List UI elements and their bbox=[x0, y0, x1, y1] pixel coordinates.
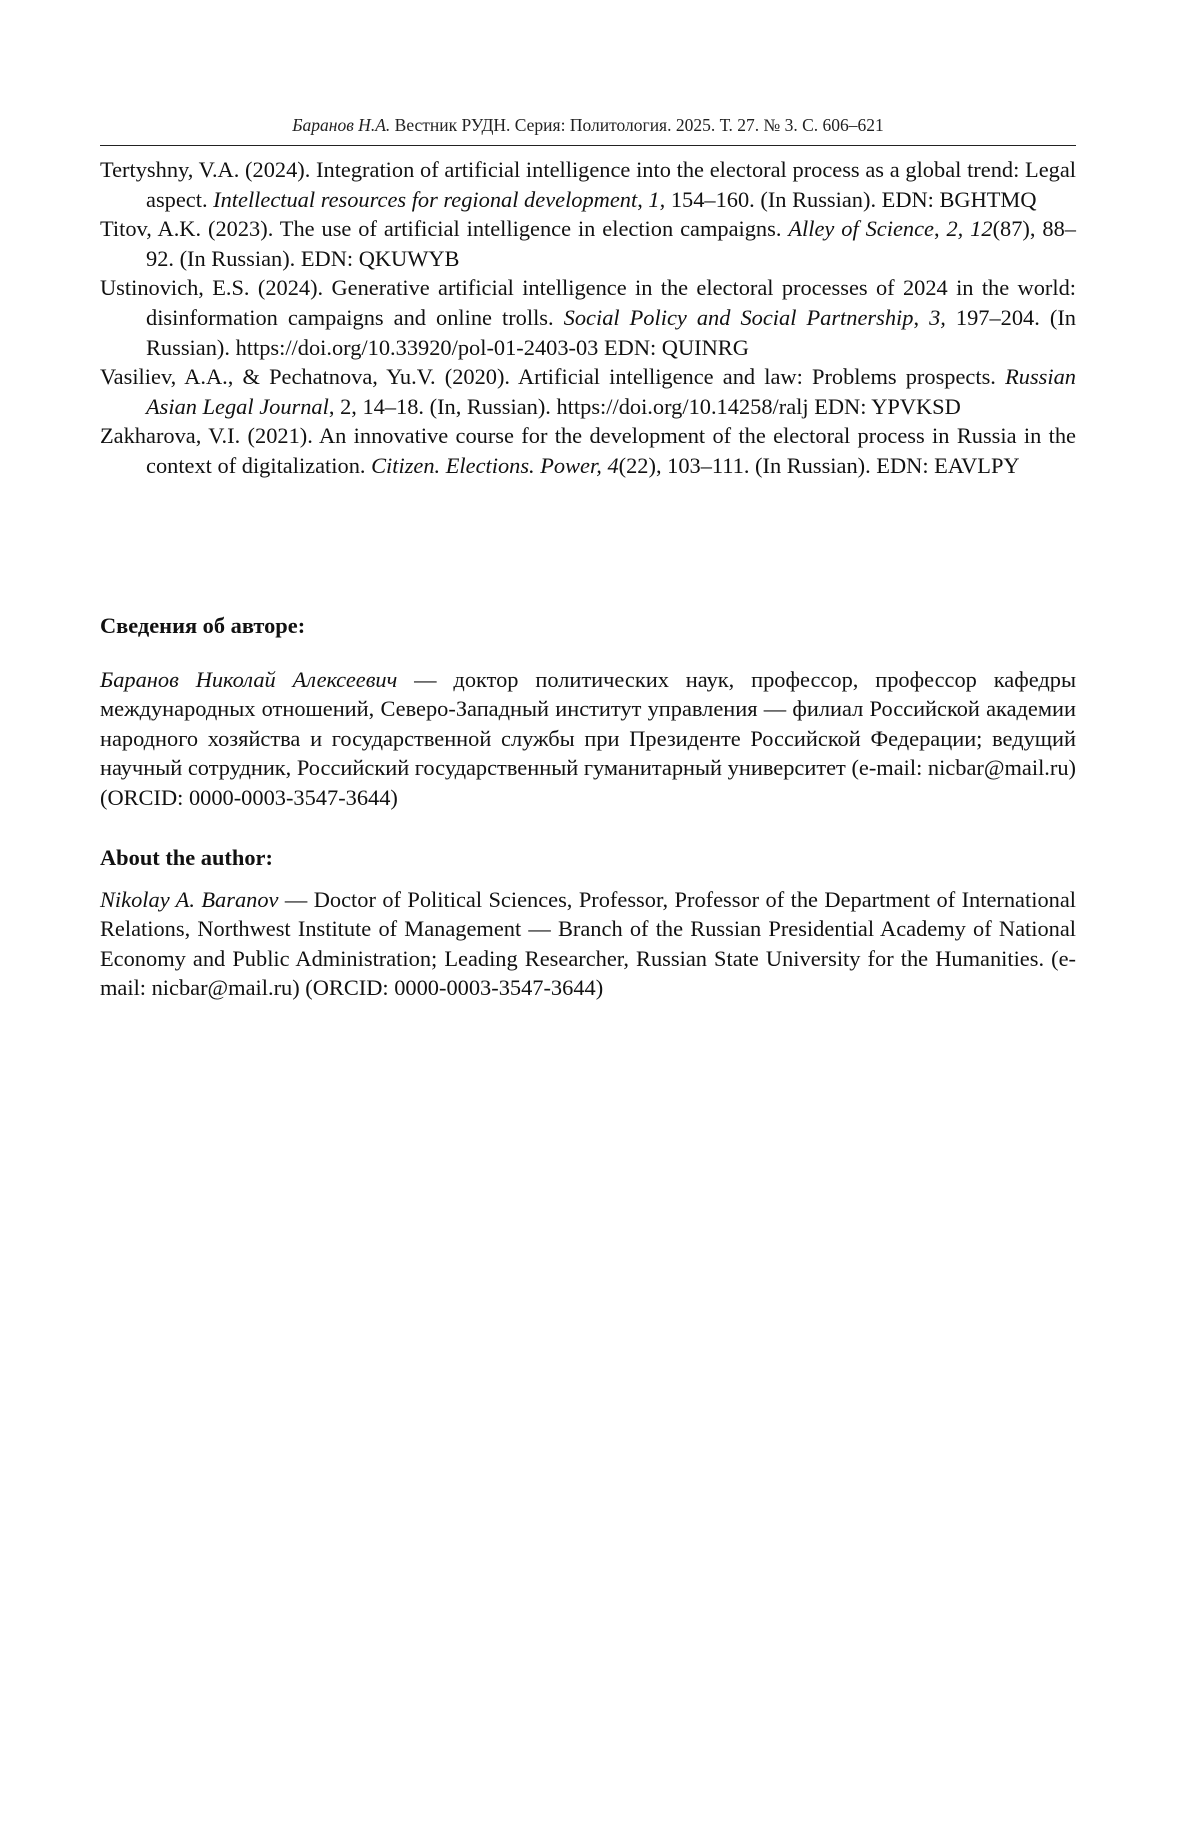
running-header bbox=[100, 114, 1076, 136]
reference-item bbox=[100, 273, 1076, 362]
reference-separator: , bbox=[637, 186, 649, 212]
author-bio-ru-text: — доктор политических наук, профессор, профессор кафедры международных отношений, Северо-Западный институт управления — филиал Российской академии народного хозяйства и государственной службы при Президенте Российской Федерации; ведущий научный сотрудник, Российский государственный гуманитарный университет (e-mail: nicbar@mail.ru) (ORCID: 0000-0003-3547-3644) bbox=[100, 666, 1077, 810]
reference-source: Intellectual resources for regional development bbox=[213, 186, 638, 212]
reference-separator: , bbox=[933, 216, 947, 242]
author-bio-en bbox=[100, 885, 1076, 1003]
reference-list bbox=[100, 155, 1076, 481]
reference-volume: 2, 12 bbox=[946, 216, 993, 242]
author-info-en bbox=[100, 843, 1076, 1003]
author-info-ru-heading: Сведения об авторе: bbox=[100, 613, 306, 638]
reference-source: Social Policy and Social Partnership bbox=[563, 304, 914, 330]
reference-item bbox=[100, 155, 1076, 214]
reference-tail: 197–204. (In Russian). https://doi.org/10.33920/pol-01-2403-03 EDN: QUINRG bbox=[146, 304, 1076, 360]
reference-source: Alley of Science bbox=[788, 216, 934, 242]
author-info-ru bbox=[100, 611, 1076, 813]
author-bio-ru bbox=[100, 665, 1076, 813]
reference-tail: (22), 103–111. (In Russian). EDN: EAVLPY bbox=[618, 452, 1020, 478]
reference-item bbox=[100, 214, 1076, 273]
author-bio-en-text: — Doctor of Political Sciences, Professor, Professor of the Department of International Relations, Northwest Institute of Management — Branch of the Russian Presidential Academy of National Economy and Public Administration; Leading Researcher, Russian State University for the Humanities. (e-mail: nicbar@mail.ru) (ORCID: 0000-0003-3547-3644) bbox=[100, 886, 1076, 1001]
reference-source: Citizen. Elections. Power, bbox=[371, 452, 602, 478]
author-name-ru: Баранов Николай Алексеевич bbox=[100, 666, 398, 692]
header-authors: Баранов Н.А. bbox=[292, 115, 391, 135]
reference-tail: 2, 14–18. (In, Russian). https://doi.org/10.14258/ralj EDN: YPVKSD bbox=[340, 393, 961, 419]
reference-text: Zakharova, V.I. (2021). An innovative course for the development of the electoral process in Russia in the context of digitalization. bbox=[100, 423, 1076, 478]
author-name-en: Nikolay A. Baranov bbox=[100, 886, 279, 912]
reference-tail: 154–160. (In Russian). EDN: BGHTMQ bbox=[665, 186, 1037, 212]
reference-item bbox=[100, 362, 1076, 421]
reference-separator: , bbox=[913, 304, 930, 330]
header-divider bbox=[100, 145, 1076, 146]
reference-item bbox=[100, 421, 1076, 480]
header-journal: Вестник РУДН. Серия: Политология. 2025. Т. 27. № 3. С. 606–621 bbox=[394, 115, 884, 135]
reference-volume: 3, bbox=[929, 304, 946, 330]
reference-text: Ustinovich, E.S. (2024). Generative artificial intelligence in the electoral processes of 2024 in the world: disinformation campaigns and online trolls. bbox=[100, 275, 1076, 330]
reference-source: Russian Asian Legal Journal bbox=[146, 364, 1076, 419]
reference-text: Titov, A.K. (2023). The use of artificial intelligence in election campaigns. bbox=[100, 216, 789, 242]
reference-volume: 4 bbox=[607, 452, 619, 478]
reference-separator: , bbox=[328, 393, 341, 419]
reference-text: Tertyshny, V.A. (2024). Integration of artificial intelligence into the electoral process as a global trend: Legal aspect. bbox=[100, 157, 1076, 212]
reference-volume: 1, bbox=[648, 186, 666, 212]
author-info-en-heading: About the author: bbox=[100, 845, 273, 870]
reference-text: Vasiliev, A.A., & Pechatnova, Yu.V. (2020). Artificial intelligence and law: Problems prospects. bbox=[100, 364, 1006, 390]
reference-tail: (87), 88–92. (In Russian). EDN: QKUWYB bbox=[146, 216, 1076, 271]
